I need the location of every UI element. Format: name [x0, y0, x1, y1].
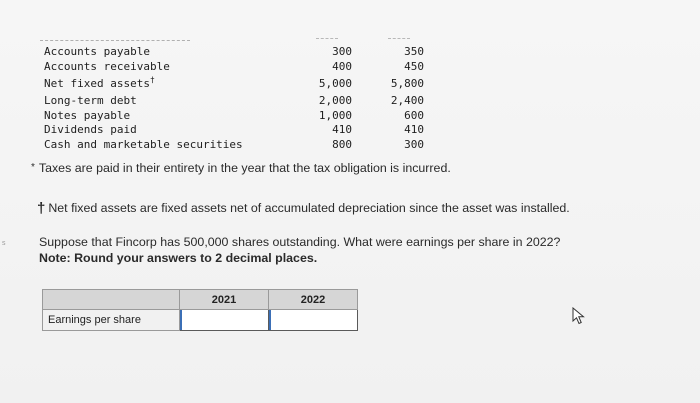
table-row: [44, 45, 424, 60]
financial-table: [44, 45, 424, 153]
question-text: Suppose that Fincorp has 500,000 shares outstanding. What were earnings per share in 2022?: [39, 235, 561, 249]
top-divider: [40, 40, 190, 41]
nfa-footnote: [37, 200, 570, 217]
value-2022: 2,400: [390, 94, 424, 108]
nfa-footnote-text: Net fixed assets are fixed assets net of accumulated depreciation since the asset was installed.: [48, 201, 570, 215]
table-row: [44, 109, 424, 124]
col-divider-2022: [388, 38, 410, 39]
answer-table: [42, 289, 358, 331]
item-label-cell: [44, 74, 276, 94]
item-label: Long-term debt: [44, 94, 137, 108]
eps-2022-cell: [269, 310, 358, 331]
table-row: [44, 138, 424, 153]
eps-2021-cell: [180, 310, 269, 331]
tax-footnote: [31, 161, 451, 175]
rounding-note: Note: Round your answers to 2 decimal places.: [39, 251, 318, 265]
eps-row: [43, 310, 358, 331]
col-divider-2021: [316, 38, 338, 39]
asterisk-marker: *: [31, 162, 35, 173]
item-label: Dividends paid: [44, 123, 137, 137]
value-2021: 300: [332, 45, 352, 58]
value-2021: 5,000: [318, 77, 352, 91]
table-row: [44, 74, 424, 94]
dagger-marker: †: [149, 75, 155, 85]
value-2022: 410: [404, 123, 424, 137]
value-2022: 600: [404, 108, 424, 122]
eps-label: Earnings per share: [43, 310, 180, 331]
value-2022: 450: [404, 59, 424, 73]
value-2021: 2,000: [318, 94, 352, 108]
value-2021: 1,000: [318, 108, 352, 122]
item-label: Accounts receivable: [44, 59, 170, 73]
mouse-pointer-icon: [571, 307, 587, 325]
edge-mark: s: [2, 240, 6, 247]
value-2021: 410: [332, 123, 352, 137]
header-blank: [43, 290, 180, 310]
value-2021: 400: [332, 59, 352, 73]
table-row: [44, 94, 424, 109]
table-row: [44, 60, 424, 75]
item-label: Cash and marketable securities: [44, 137, 243, 151]
header-2021: 2021: [180, 290, 269, 310]
dagger-marker: †: [37, 200, 46, 217]
value-2021: 800: [332, 137, 352, 151]
answer-header-row: [43, 290, 358, 310]
tax-footnote-text: Taxes are paid in their entirety in the year that the tax obligation is incurred.: [38, 161, 451, 175]
eps-2022-input[interactable]: [269, 311, 357, 329]
table-row: [44, 123, 424, 138]
item-label: Net fixed assets: [44, 77, 150, 91]
header-2022: 2022: [269, 290, 358, 310]
value-2022: 300: [404, 137, 424, 151]
item-label: Notes payable: [44, 108, 131, 122]
eps-2021-input[interactable]: [180, 311, 268, 329]
value-2022: 5,800: [390, 77, 424, 91]
item-label: Accounts payable: [44, 45, 150, 58]
value-2022: 350: [404, 45, 424, 58]
